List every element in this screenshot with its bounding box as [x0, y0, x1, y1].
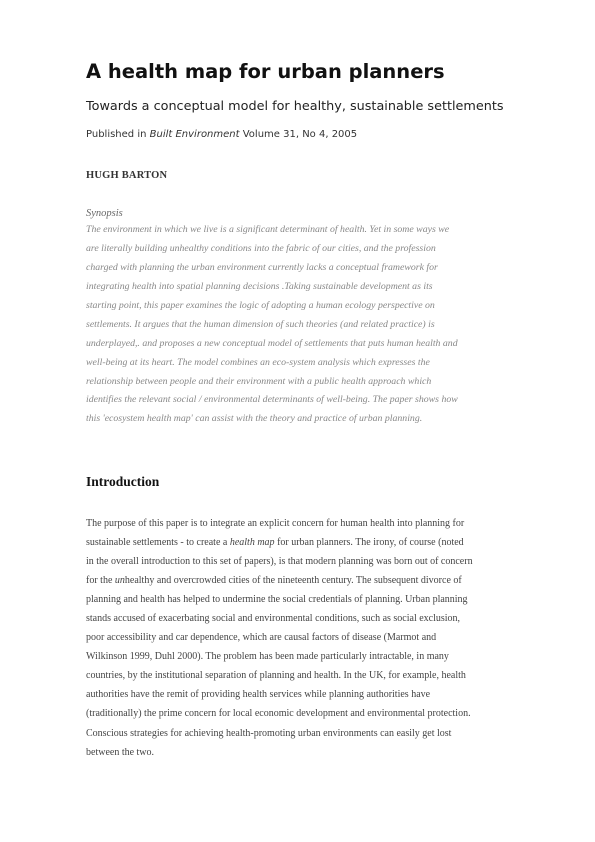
introduction-heading: Introduction	[86, 474, 160, 489]
synopsis-line: identifies the relevant social / environmental determinants of well-being. The paper shows how	[86, 394, 458, 406]
body-line: planning and health has helped to undermine the social credentials of planning. Urban planning	[86, 594, 468, 606]
body-line	[86, 571, 516, 590]
author-name: HUGH BARTON	[86, 170, 168, 181]
synopsis-line: underplayed,. and proposes a new conceptual model of settlements that puts human health and	[86, 337, 458, 349]
synopsis-heading: Synopsis	[86, 208, 123, 219]
synopsis-line: charged with planning the urban environment currently lacks a conceptual framework for	[86, 261, 438, 273]
body-line: countries, by the institutional separation of planning and health. In the UK, for example, health	[86, 670, 466, 682]
synopsis-line: are literally building unhealthy conditions into the fabric of our cities, and the profession	[86, 242, 436, 254]
synopsis-line: settlements. It argues that the human dimension of such theories (and related practice) is	[86, 318, 435, 330]
synopsis-line: starting point, this paper examines the logic of adopting a human ecology perspective on	[86, 299, 435, 311]
synopsis-line: well-being at its heart. The model combines an eco-system analysis which expresses the	[86, 356, 430, 368]
body-line: poor accessibility and car dependence, which are causal factors of disease (Marmot and	[86, 632, 437, 644]
body-emphasis: health map	[229, 537, 275, 549]
journal-name: Built Environment	[149, 129, 240, 140]
body-text: for urban planners. The irony, of course (noted	[274, 537, 464, 549]
body-text: sustainable settlements - to create a	[86, 537, 230, 549]
body-emphasis: un	[114, 575, 125, 587]
publication-suffix: Volume 31, No 4, 2005	[239, 129, 358, 140]
synopsis-line: relationship between people and their environment with a public health approach which	[86, 375, 432, 387]
publication-info	[86, 129, 357, 140]
synopsis-line: integrating health into spatial planning decisions .Taking sustainable development as its	[86, 280, 433, 292]
synopsis-text	[86, 221, 516, 429]
synopsis-line: The environment in which we live is a significant determinant of health. Yet in some ways we	[86, 224, 450, 235]
body-line	[86, 533, 516, 552]
body-line: authorities have the remit of providing health services while planning authorities have	[86, 689, 431, 701]
body-line: in the overall introduction to this set of papers), is that modern planning was born out of concern	[86, 556, 473, 568]
body-text: healthy and overcrowded cities of the nineteenth century. The subsequent divorce of	[124, 575, 462, 587]
paper-title: A health map for urban planners	[86, 60, 445, 83]
body-line: between the two.	[86, 746, 155, 758]
body-line: The purpose of this paper is to integrate an explicit concern for human health into planning for	[86, 518, 465, 529]
body-line: (traditionally) the prime concern for local economic development and environmental protection.	[86, 708, 471, 720]
body-line: Wilkinson 1999, Duhl 2000). The problem has been made particularly intractable, in many	[86, 651, 449, 663]
introduction-body	[86, 514, 516, 762]
paper-subtitle: Towards a conceptual model for healthy, sustainable settlements	[86, 99, 504, 114]
synopsis-line: this 'ecosystem health map' can assist with the theory and practice of urban planning.	[86, 413, 423, 425]
body-line: stands accused of exacerbating social and environmental conditions, such as social exclusion,	[86, 613, 461, 625]
body-text: for the	[86, 575, 115, 587]
body-line: Conscious strategies for achieving health-promoting urban environments can easily get lost	[86, 727, 452, 739]
publication-prefix: Published in	[86, 129, 150, 140]
